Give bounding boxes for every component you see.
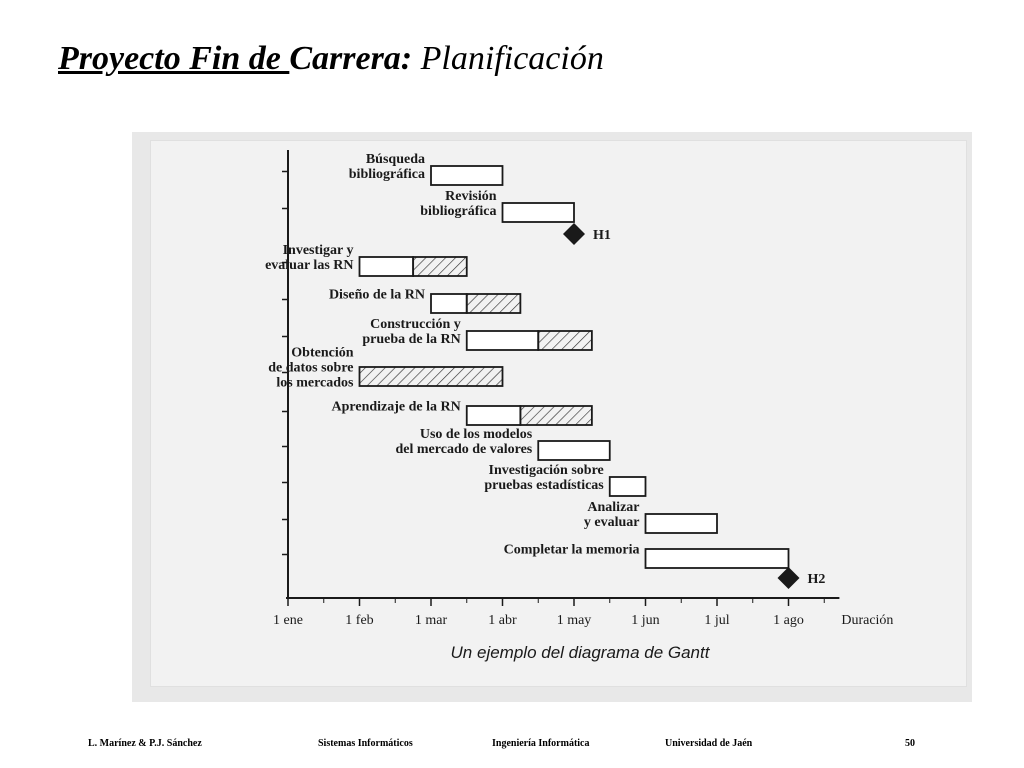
milestone-label: H2 — [807, 572, 826, 587]
x-tick-label: 1 jun — [631, 613, 660, 628]
x-tick-label: 1 mar — [414, 613, 448, 628]
task-bar — [431, 166, 503, 185]
title-main: Proyecto Fin de — [58, 40, 290, 77]
footer-university: Universidad de Jaén — [665, 738, 753, 749]
task-bar — [467, 331, 539, 350]
task-bar — [360, 257, 414, 276]
footer-course: Sistemas Informáticos — [318, 738, 413, 749]
footer-page-number: 50 — [905, 738, 915, 749]
footer-degree: Ingeniería Informática — [492, 738, 590, 749]
task-bar — [646, 514, 718, 533]
task-label: del mercado de valores — [395, 442, 533, 457]
x-tick-label: 1 jul — [704, 613, 730, 628]
task-label: Analizar — [587, 500, 640, 515]
task-bar-hatched — [360, 367, 503, 386]
title-sub: Planificación — [412, 40, 604, 77]
x-tick-label: 1 feb — [345, 613, 374, 628]
footer-authors: L. Marínez & P.J. Sánchez — [88, 738, 202, 749]
milestone-label: H1 — [593, 228, 611, 243]
task-bar — [431, 294, 467, 313]
task-bar — [467, 406, 521, 425]
task-bar — [503, 203, 575, 222]
task-label: bibliográfica — [348, 167, 425, 182]
task-label: Búsqueda — [365, 152, 425, 167]
x-tick-label: 1 abr — [488, 613, 517, 628]
task-label: los mercados — [276, 375, 354, 391]
task-label: bibliográfica — [420, 204, 497, 219]
task-label: Uso de los modelos — [419, 427, 533, 442]
task-bar — [646, 549, 789, 568]
task-label: pruebas estadísticas — [484, 478, 604, 493]
task-bar — [610, 477, 646, 496]
task-label: y evaluar — [583, 515, 640, 530]
milestone-diamond — [778, 567, 800, 589]
task-label: Completar la memoria — [503, 542, 640, 558]
x-tick-label: 1 ago — [773, 613, 804, 628]
task-label: Obtención — [291, 345, 354, 361]
milestone-diamond — [563, 223, 585, 245]
task-bar-hatched — [467, 294, 521, 313]
task-bar — [538, 441, 610, 460]
title-main-2: Carrera: — [289, 40, 413, 77]
task-label: Revisión — [445, 189, 497, 204]
task-label: Investigación sobre — [488, 463, 604, 478]
chart-caption: Un ejemplo del diagrama de Gantt — [450, 643, 710, 662]
task-bar-hatched — [413, 257, 467, 276]
task-label: de datos sobre — [268, 360, 354, 376]
task-bar-hatched — [538, 331, 592, 350]
task-label: prueba de la RN — [362, 332, 461, 347]
task-label: Construcción y — [370, 317, 461, 332]
task-bar-hatched — [520, 406, 592, 425]
x-tick-label: 1 may — [556, 613, 592, 628]
task-label: Diseño de la RN — [328, 287, 425, 303]
x-tick-label: 1 ene — [273, 613, 303, 628]
task-label: Investigar y — [282, 243, 354, 258]
task-label: Aprendizaje de la RN — [331, 399, 461, 415]
task-label: evaluar las RN — [265, 258, 354, 273]
x-axis-label: Duración — [841, 613, 894, 628]
